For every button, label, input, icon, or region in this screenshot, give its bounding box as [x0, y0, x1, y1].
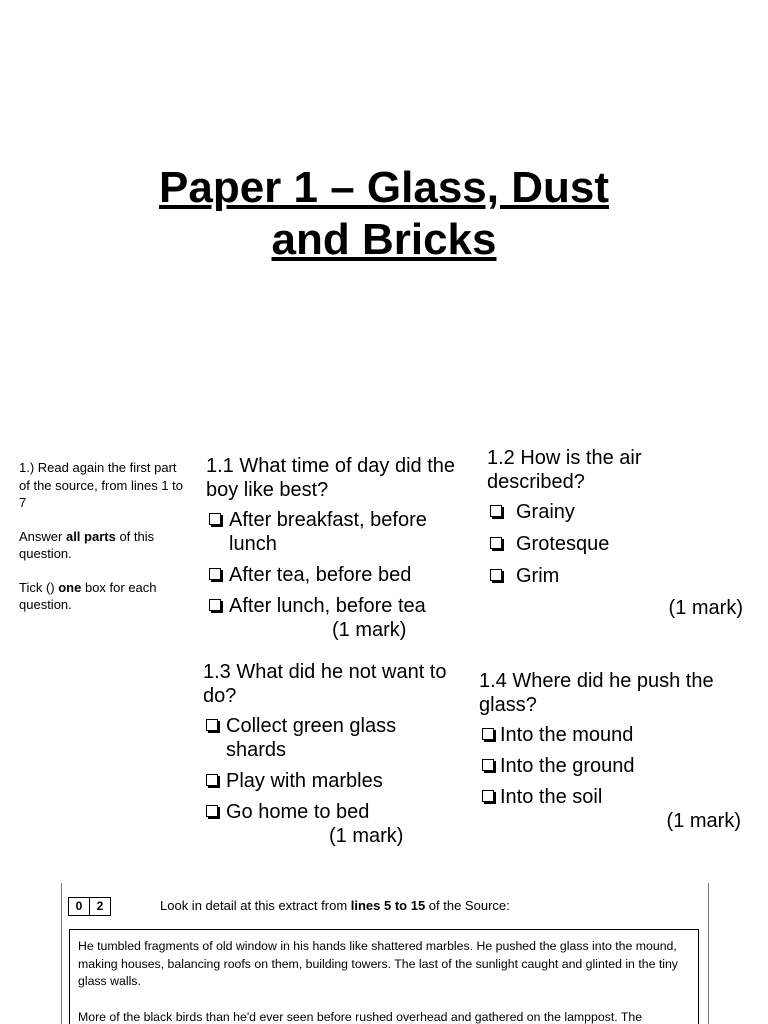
tick-box-checkbox[interactable] [490, 569, 502, 581]
option-row [487, 532, 743, 556]
instruction-tick-post: box for each question. [19, 579, 157, 612]
instruction-answer-bold: all parts [65, 528, 116, 544]
option-row [487, 500, 743, 524]
extract-instruction [160, 898, 510, 914]
question-number-digit: 0 [75, 899, 83, 913]
tick-box-checkbox[interactable] [482, 728, 494, 740]
option-row [206, 594, 458, 618]
tick-box-checkbox[interactable] [482, 759, 494, 771]
option-row [203, 769, 458, 793]
question-text: 1.1 What time of day did the boy like best? [206, 455, 456, 501]
option-row [206, 563, 458, 587]
option-row [203, 800, 458, 824]
option-label: After breakfast, before lunch [229, 509, 427, 555]
tick-box-checkbox[interactable] [206, 774, 218, 786]
option-row [479, 723, 741, 747]
tick-box-checkbox[interactable] [490, 537, 502, 549]
option-label: Into the soil [500, 786, 603, 808]
instruction-tick [19, 579, 189, 614]
page-title [0, 162, 768, 266]
option-label: After lunch, before tea [229, 595, 426, 617]
mark-label: (1 mark) [329, 825, 404, 847]
extract-paragraph: He tumbled fragments of old window in his hands like shattered marbles. He pushed the glass into the mound, making houses, balancing roofs on them, building towers. The last of the sunlight caught and glinted in the tiny glass walls. [78, 939, 678, 988]
question-1-2 [487, 446, 743, 620]
title-line-2: and Bricks [271, 215, 497, 264]
option-label: Grainy [516, 501, 575, 523]
mark-label: (1 mark) [666, 810, 741, 832]
question-1-1 [206, 454, 458, 642]
tick-box-checkbox[interactable] [490, 505, 502, 517]
question-text: 1.3 What did he not want to do? [203, 661, 447, 707]
title-line-1: Paper 1 – Glass, Dust [159, 163, 609, 212]
extract-text-box [69, 929, 699, 1024]
tick-box-checkbox[interactable] [482, 790, 494, 802]
option-label: Grotesque [516, 533, 610, 555]
option-row [206, 508, 458, 556]
extract-instruction-bold: lines 5 to 15 [350, 898, 426, 913]
tick-box-checkbox[interactable] [206, 805, 218, 817]
question-number-digit: 2 [89, 898, 110, 915]
extract-instruction-pre: Look in detail at this extract from [160, 898, 351, 913]
extract-instruction-post: of the Source: [425, 898, 510, 913]
option-label: Into the ground [500, 755, 635, 777]
instruction-tick-bold: one [58, 579, 82, 595]
question-text: 1.4 Where did he push the glass? [479, 670, 714, 716]
tick-box-checkbox[interactable] [206, 719, 218, 731]
option-row [203, 714, 458, 762]
question-1-3 [203, 660, 458, 848]
question-1-4 [479, 669, 741, 833]
tick-box-checkbox[interactable] [209, 568, 221, 580]
option-row [479, 785, 741, 809]
instruction-read: 1.) Read again the first part of the source, from lines 1 to 7 [19, 460, 184, 510]
option-row [487, 564, 743, 588]
instruction-answer-post: of this question. [19, 528, 155, 561]
instruction-answer [19, 528, 189, 563]
option-label: After tea, before bed [229, 564, 412, 586]
question-number-box [68, 897, 111, 916]
option-label: Into the mound [500, 724, 634, 746]
question-text: 1.2 How is the air described? [487, 447, 642, 493]
extract-paragraph: More of the black birds than he'd ever seen before rushed overhead and gathered on the lamppost. The [78, 1009, 643, 1024]
option-label: Play with marbles [226, 770, 383, 792]
option-label: Go home to bed [226, 801, 370, 823]
source-extract [61, 883, 709, 1024]
option-row [479, 754, 741, 778]
mark-label: (1 mark) [668, 597, 743, 619]
tick-box-checkbox[interactable] [209, 513, 221, 525]
instructions-panel [19, 459, 189, 630]
tick-box-checkbox[interactable] [209, 599, 221, 611]
instruction-answer-pre: Answer [19, 528, 66, 544]
option-label: Collect green glass shards [226, 715, 397, 761]
instruction-tick-pre: Tick () [19, 579, 59, 595]
option-label: Grim [516, 565, 560, 587]
mark-label: (1 mark) [332, 619, 407, 641]
